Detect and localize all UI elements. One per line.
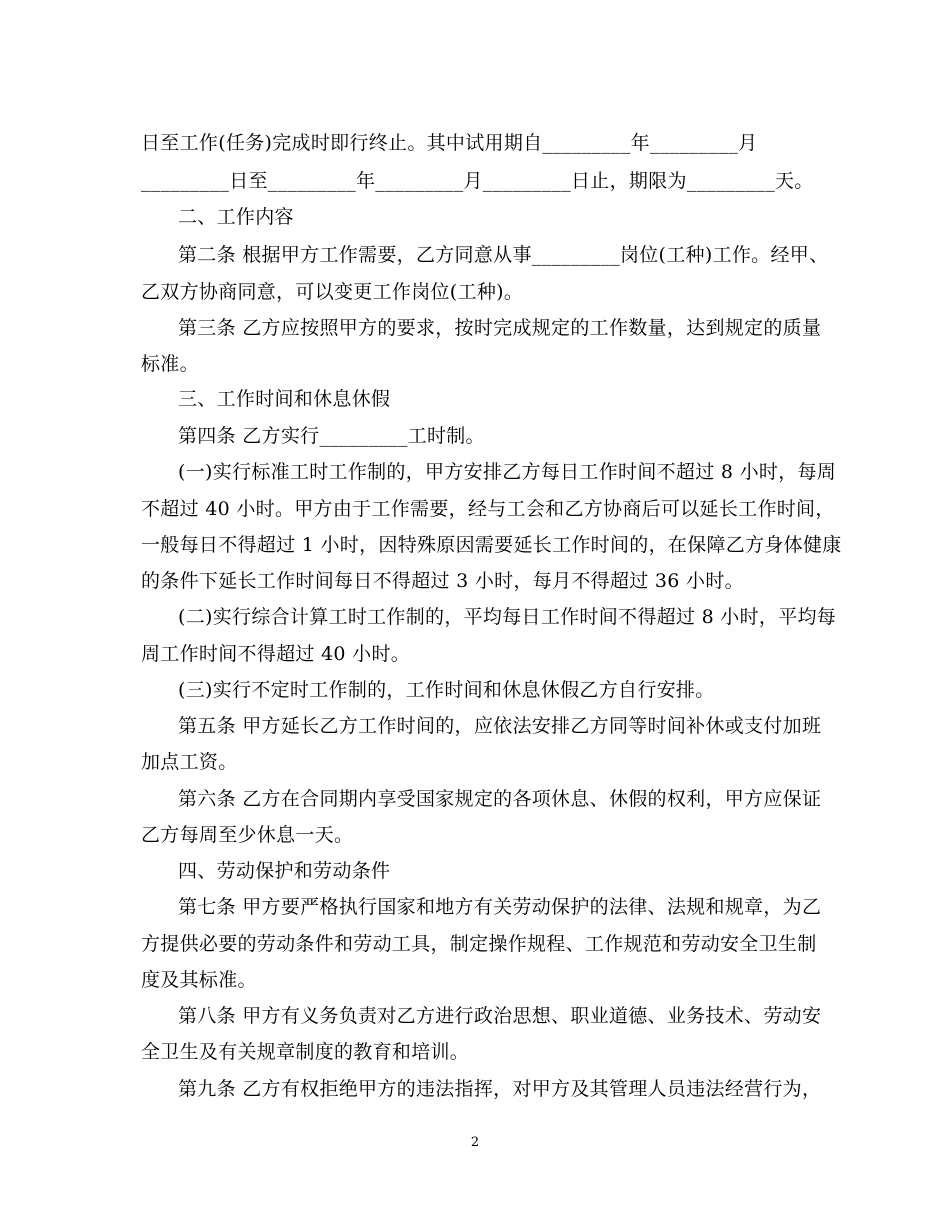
- text-line: 第四条 乙方实行_________工时制。: [178, 425, 485, 447]
- text-line: 标准。: [141, 353, 199, 375]
- section-heading: 四、劳动保护和劳动条件: [178, 860, 391, 882]
- text-line: 第三条 乙方应按照甲方的要求，按时完成规定的工作数量，达到规定的质量: [178, 317, 822, 339]
- text-line: 第九条 乙方有权拒绝甲方的违法指挥，对甲方及其管理人员违法经营行为，: [178, 1078, 822, 1100]
- text-line: 全卫生及有关规章制度的教育和培训。: [141, 1041, 470, 1063]
- text-line: 乙双方协商同意，可以变更工作岗位(工种)。: [141, 281, 524, 303]
- text-line: 加点工资。: [141, 751, 238, 773]
- text-line: 第八条 甲方有义务负责对乙方进行政治思想、职业道德、业务技术、劳动安: [178, 1005, 822, 1027]
- section-heading: 三、工作时间和休息休假: [178, 388, 391, 410]
- text-line: 度及其标准。: [141, 969, 257, 991]
- text-line: 周工作时间不得超过 40 小时。: [141, 643, 411, 665]
- text-line: 方提供必要的劳动条件和劳动工具，制定操作规程、工作规范和劳动安全卫生制: [141, 933, 817, 955]
- text-line: 不超过 40 小时。甲方由于工作需要，经与工会和乙方协商后可以延长工作时间，: [141, 498, 835, 520]
- page-number: 2: [470, 1135, 480, 1150]
- text-line: 第七条 甲方要严格执行国家和地方有关劳动保护的法律、法规和规章，为乙: [178, 896, 822, 918]
- text-line: 一般每日不得超过 1 小时，因特殊原因需要延长工作时间的，在保障乙方身体健康: [141, 534, 842, 556]
- text-line: (一)实行标准工时工作制的，甲方安排乙方每日工作时间不超过 8 小时，每周: [178, 461, 837, 483]
- text-line: 第五条 甲方延长乙方工作时间的，应依法安排乙方同等时间补休或支付加班: [178, 715, 822, 737]
- text-line: 乙方每周至少休息一天。: [141, 824, 354, 846]
- text-line: _________日至_________年_________月_________日止，期限为_________天。: [141, 170, 814, 192]
- text-line: (三)实行不定时工作制的，工作时间和休息休假乙方自行安排。: [178, 679, 715, 701]
- text-line: 的条件下延长工作时间每日不得超过 3 小时，每月不得超过 36 小时。: [141, 570, 744, 592]
- text-line: 第二条 根据甲方工作需要，乙方同意从事_________岗位(工种)工作。经甲、: [178, 244, 829, 266]
- text-line: 第六条 乙方在合同期内享受国家规定的各项休息、休假的权利，甲方应保证: [178, 788, 822, 810]
- section-heading: 二、工作内容: [178, 206, 294, 228]
- text-line: 日至工作(任务)完成时即行终止。其中试用期自_________年_________月: [141, 132, 758, 154]
- text-line: (二)实行综合计算工时工作制的，平均每日工作时间不得超过 8 小时，平均每: [178, 606, 837, 628]
